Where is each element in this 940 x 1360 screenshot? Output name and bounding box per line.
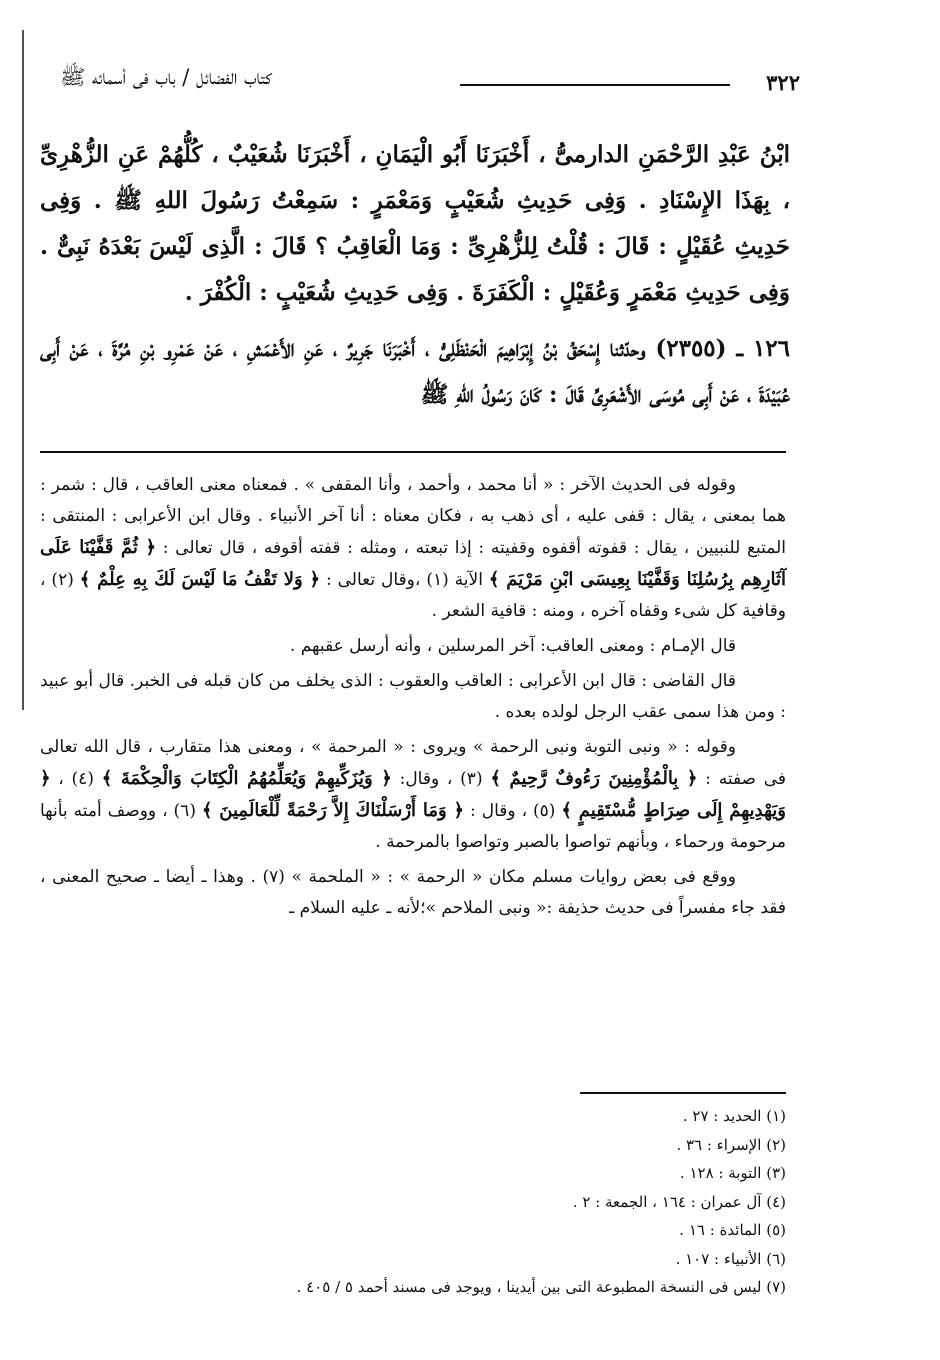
- commentary-text: (٣) ، وقال:: [399, 769, 483, 789]
- commentary-paragraph: [40, 470, 786, 627]
- header-rule: [460, 84, 730, 86]
- footnote: (٧) ليس فى النسخة المطبوعة التى بين أيدينا ، ويوجد فى مسند أحمد ٥ / ٤٠٥ .: [296, 1278, 786, 1296]
- commentary-paragraph: قال القاضى : قال ابن الأعرابى : العاقب والعقوب : الذى يخلف من كان قبله فى الخبر. قال أبو عبيد : ومن هذا سمى عقب الرجل لولده بعده .: [40, 671, 786, 722]
- commentary-text: (٤) ،: [58, 769, 94, 789]
- running-head: كتاب الفضائل / باب فى أسمائه ﷺ: [60, 65, 272, 89]
- commentary-text: الآية (١) ،وقال تعالى :: [325, 570, 483, 590]
- commentary-text: وقوله : « ونبى التوبة ونبى الرحمة » ويروى : « المرحمة » ، ومعنى هذا متقارب ، قال الله تعالى فى صفته :: [40, 737, 787, 789]
- page-number: ٣٢٢: [766, 70, 800, 95]
- quran-verse: ﴿ بِالْمُؤْمِنِينَ رَءُوفٌ رَّحِيمٌ ﴾: [490, 768, 698, 789]
- commentary-paragraph: [40, 732, 786, 858]
- commentary-paragraph: قال الإمـام : ومعنى العاقب: آخر المرسلين ، وأنه أرسل عقبهم .: [289, 636, 736, 656]
- footnote: (٥) المائدة : ١٦ .: [679, 1221, 786, 1239]
- text-separator-rule: [40, 451, 786, 453]
- hadith-text: [40, 132, 790, 418]
- footnote: (١) الحديد : ٢٧ .: [682, 1107, 786, 1125]
- footnote: (٦) الأنبياء : ١٠٧ .: [675, 1249, 786, 1268]
- binding-edge-line: [22, 30, 24, 710]
- hadith-paragraph: ١٢٦ ـ (٢٣٥٥) وحدّثنا إِسْحَقُ بْنُ إِبْرَاهِيمَ الْحَنْظَلِىُّ ، أَخْبَرَنَا جَرِيرٌ ، عَنِ الأَعْمَشِ ، عَنْ عَمْرِو بْنِ مُرَّةَ ، عَنْ أَبِى عُبَيْدَةَ ، عَنْ أَبِى مُوسَى الأَشْعَرِىِّ قَالَ : كَانَ رَسُولُ اللهِ ﷺ: [40, 335, 790, 408]
- page-header: [40, 62, 800, 102]
- quran-verse: ﴿ وَمَا أَرْسَلْنَاكَ إِلاَّ رَحْمَةً لِّلْعَالَمِينَ ﴾: [201, 800, 465, 821]
- quran-verse: ﴿ وَلا تَقْفُ مَا لَيْسَ لَكَ بِهِ عِلْمٌ ﴾: [79, 569, 320, 590]
- commentary-text: وقوله فى الحديث الآخر : « أنا محمد ، وأحمد ، وأنا المقفى » . فمعناه معنى العاقب ، قال : شمر : هما بمعنى ، يقال : قفى عليه ، أى ذهب به ، فكان معناه : أنا آخر الأنبياء . وقال ابن الأعرابى : المنتقى : المتبع للنبيين ، يقال : قفوته أقفوه وقفيته : إذا تبعته ، ومثله : قفته أقوفه ، قال تعالى :: [40, 475, 786, 558]
- footnote: (٢) الإسراء : ٣٦ .: [676, 1135, 786, 1154]
- footnote: (٤) آل عمران : ١٦٤ ، الجمعة : ٢ .: [572, 1192, 786, 1211]
- commentary-text: (٦) ، ووصف أمته بأنها مرحومة ورحماء ، وبأنهم تواصوا بالصبر وتواصوا بالمرحمة .: [40, 801, 786, 852]
- quran-verse: ﴿ ثُمَّ قَفَّيْنَا عَلَى آثَارِهِم بِرُسُلِنَا وَقَفَّيْنَا بِعِيسَى ابْنِ مَرْيَمَ ﴾: [40, 537, 787, 590]
- footnote-rule: [580, 1092, 786, 1094]
- footnote: (٣) التوبة : ١٢٨ .: [679, 1164, 786, 1182]
- quran-verse: ﴿ وَيَهْدِيهِمْ إِلَى صِرَاطٍ مُّسْتَقِيمٍ ﴾: [40, 768, 786, 821]
- commentary-paragraph: ووقع فى بعض روايات مسلم مكان « الرحمة » : « الملحمة » (٧) . وهذا ـ أيضا ـ صحيح المعنى ، فقد جاء مفسراً فى حديث حذيفة :« ونبى الملاحم »؛لأنه ـ عليه السلام ـ: [40, 867, 786, 918]
- quran-verse: ﴿ وَيُزَكِّيهِمْ وَيُعَلِّمُهُمُ الْكِتَابَ وَالْحِكْمَةَ ﴾: [101, 768, 392, 789]
- commentary: [40, 470, 786, 928]
- footnotes: [40, 1102, 786, 1302]
- hadith-paragraph: ابْنُ عَبْدِ الرَّحْمَنِ الدارمىُّ ، أَخْبَرَنَا أَبُو الْيَمَانِ ، أَخْبَرَنَا شُعَيْبٌ ، كُلُّهُمْ عَنِ الزُّهْرِىِّ ، بِهَذَا الإِسْنَادِ . وَفِى حَدِيثِ شُعَيْبٍ وَمَعْمَرٍ : سَمِعْتُ رَسُولَ اللهِ ﷺ . وَفِى حَدِيثِ عُقَيْلٍ : قَالَ : قُلْتُ لِلزُّهْرِىِّ : وَمَا الْعَاقِبُ ؟ قَالَ : الَّذِى لَيْسَ بَعْدَهُ نَبِىٌّ . وَفِى حَدِيثِ مَعْمَرٍ وَعُقَيْلٍ : الْكَفَرَةَ . وَفِى حَدِيثِ شُعَيْبٍ : الْكُفْرَ .: [40, 141, 790, 306]
- commentary-text: (٥) ، وقال :: [470, 801, 556, 821]
- commentary-text: (٢) ، وقافية كل شىء وقفاه آخره ، ومنه : قافية الشعر .: [40, 570, 786, 621]
